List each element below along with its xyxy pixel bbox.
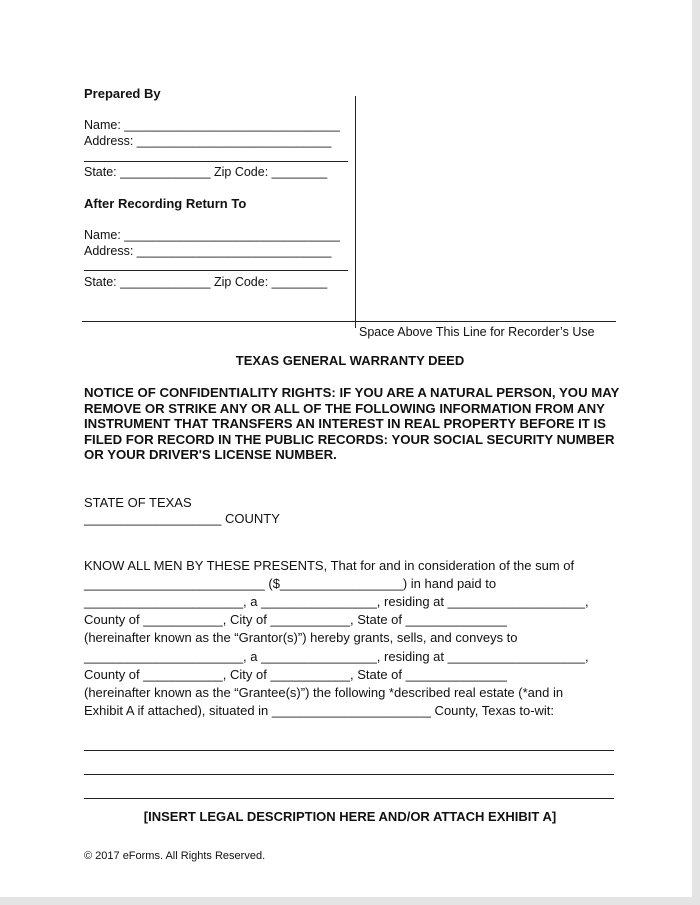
prepared-by-address-line: Address: ____________________________ — [84, 134, 332, 148]
recorder-note: Space Above This Line for Recorder’s Use — [359, 325, 595, 339]
county-line: ___________________ COUNTY — [84, 511, 280, 526]
body-line: County of ___________, City of ___________, State of ______________ — [84, 612, 507, 627]
return-to-heading: After Recording Return To — [84, 196, 247, 211]
body-line: County of ___________, City of ___________, State of ______________ — [84, 667, 507, 682]
legal-description-placeholder: [INSERT LEGAL DESCRIPTION HERE AND/OR ATTACH EXHIBIT A] — [143, 809, 557, 824]
legal-description-blank-line — [84, 774, 614, 775]
return-to-state-line: State: _____________ Zip Code: ________ — [84, 275, 328, 289]
body-line: _________________________ ($_________________) in hand paid to — [84, 576, 497, 591]
prepared-by-state-line: State: _____________ Zip Code: ________ — [84, 165, 328, 179]
state-of-texas: STATE OF TEXAS — [84, 495, 192, 510]
return-to-address-line: Address: ____________________________ — [84, 244, 332, 258]
confidentiality-notice: NOTICE OF CONFIDENTIALITY RIGHTS: IF YOU ARE A NATURAL PERSON, YOU MAY REMOVE OR STRIKE ANY OR ALL OF THE FOLLOWING INFORMATION FROM ANY INSTRUMENT THAT TRANSFERS AN INTEREST IN REAL PROPERTY BEFORE IT IS FILED FOR RECORD IN THE PUBLIC RECORDS: YOUR SOCIAL SECURITY NUMBER OR YOUR DRIVER'S LICENSE NUMBER. — [84, 385, 620, 463]
prepared-by-heading: Prepared By — [84, 86, 161, 101]
legal-description-blank-line — [84, 750, 614, 751]
prepared-by-blank-line — [84, 161, 348, 162]
copyright-footer: © 2017 eForms. All Rights Reserved. — [84, 850, 266, 862]
body-line: Exhibit A if attached), situated in ______________________ County, Texas to-wit: — [84, 703, 555, 718]
body-line: ______________________, a ________________, residing at ___________________, — [84, 649, 589, 664]
body-line: ______________________, a ________________, residing at ___________________, — [84, 594, 589, 609]
body-line: (hereinafter known as the “Grantor(s)”) hereby grants, sells, and conveys to — [84, 630, 518, 645]
return-to-blank-line — [84, 270, 348, 271]
recorder-horizontal-divider — [82, 321, 616, 322]
return-to-name-line: Name: _______________________________ — [84, 228, 340, 242]
body-line: (hereinafter known as the “Grantee(s)”) the following *described real estate (*and in — [84, 685, 564, 700]
deed-title: TEXAS GENERAL WARRANTY DEED — [235, 353, 465, 368]
legal-description-blank-line — [84, 798, 614, 799]
body-line: KNOW ALL MEN BY THESE PRESENTS, That for and in consideration of the sum of — [84, 558, 575, 573]
prepared-by-name-line: Name: _______________________________ — [84, 118, 340, 132]
recorder-vertical-divider — [355, 96, 356, 328]
